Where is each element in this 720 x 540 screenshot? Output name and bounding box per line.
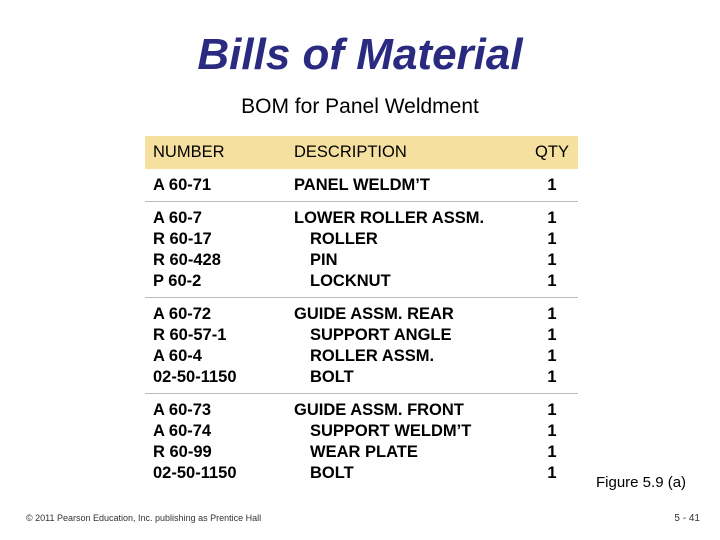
table-row xyxy=(145,394,578,490)
table-row xyxy=(145,169,578,202)
header-description: DESCRIPTION xyxy=(294,136,526,169)
table-row xyxy=(145,298,578,394)
description-line: GUIDE ASSM. FRONT xyxy=(294,401,464,419)
slide-title: Bills of Material xyxy=(197,30,523,79)
cell-description xyxy=(294,298,526,394)
number-line: 02-50-1150 xyxy=(153,464,237,482)
cell-number xyxy=(145,202,294,298)
number-line: A 60-73 xyxy=(153,401,212,419)
table-row xyxy=(145,202,578,298)
description-line: SUPPORT WELDM’T xyxy=(310,422,472,440)
qty-line: 1 xyxy=(547,464,557,482)
number-line: A 60-4 xyxy=(153,347,202,365)
figure-label: Figure 5.9 (a) xyxy=(596,474,687,491)
description-line: LOWER ROLLER ASSM. xyxy=(294,209,485,227)
description-line: PANEL WELDM’T xyxy=(294,176,430,194)
number-line: 02-50-1150 xyxy=(153,368,237,386)
number-line: R 60-17 xyxy=(153,230,212,248)
number-line: A 60-74 xyxy=(153,422,212,440)
number-line: A 60-71 xyxy=(153,176,212,194)
qty-line: 1 xyxy=(547,305,557,323)
bom-table xyxy=(145,136,578,489)
cell-number xyxy=(145,394,294,490)
qty-line: 1 xyxy=(547,422,557,440)
qty-line: 1 xyxy=(547,368,557,386)
description-line: GUIDE ASSM. REAR xyxy=(294,305,454,323)
description-line: SUPPORT ANGLE xyxy=(310,326,452,344)
bom-table-body xyxy=(145,169,578,489)
qty-line: 1 xyxy=(547,443,557,461)
cell-qty xyxy=(526,298,578,394)
cell-qty xyxy=(526,169,578,202)
qty-line: 1 xyxy=(547,209,557,227)
description-line: WEAR PLATE xyxy=(310,443,418,461)
description-line: ROLLER xyxy=(310,230,378,248)
page-number: 5 - 41 xyxy=(674,513,700,524)
cell-description xyxy=(294,202,526,298)
description-line: LOCKNUT xyxy=(310,272,391,290)
description-line: ROLLER ASSM. xyxy=(310,347,435,365)
qty-line: 1 xyxy=(547,251,557,269)
cell-qty xyxy=(526,394,578,490)
cell-number xyxy=(145,169,294,202)
number-line: R 60-99 xyxy=(153,443,212,461)
description-line: BOLT xyxy=(310,464,354,482)
description-line: BOLT xyxy=(310,368,354,386)
header-number: NUMBER xyxy=(145,136,294,169)
qty-line: 1 xyxy=(547,347,557,365)
cell-description xyxy=(294,169,526,202)
slide-subtitle: BOM for Panel Weldment xyxy=(241,95,479,118)
cell-number xyxy=(145,298,294,394)
number-line: R 60-57-1 xyxy=(153,326,227,344)
qty-line: 1 xyxy=(547,401,557,419)
cell-qty xyxy=(526,202,578,298)
number-line: P 60-2 xyxy=(153,272,202,290)
qty-line: 1 xyxy=(547,230,557,248)
qty-line: 1 xyxy=(547,272,557,290)
number-line: A 60-72 xyxy=(153,305,212,323)
table-header-row xyxy=(145,136,578,169)
copyright-footer: © 2011 Pearson Education, Inc. publishing as Prentice Hall xyxy=(26,513,262,523)
number-line: A 60-7 xyxy=(153,209,202,227)
qty-line: 1 xyxy=(547,326,557,344)
number-line: R 60-428 xyxy=(153,251,221,269)
description-line: PIN xyxy=(310,251,338,269)
cell-description xyxy=(294,394,526,490)
qty-line: 1 xyxy=(547,176,557,194)
header-qty: QTY xyxy=(526,136,578,169)
